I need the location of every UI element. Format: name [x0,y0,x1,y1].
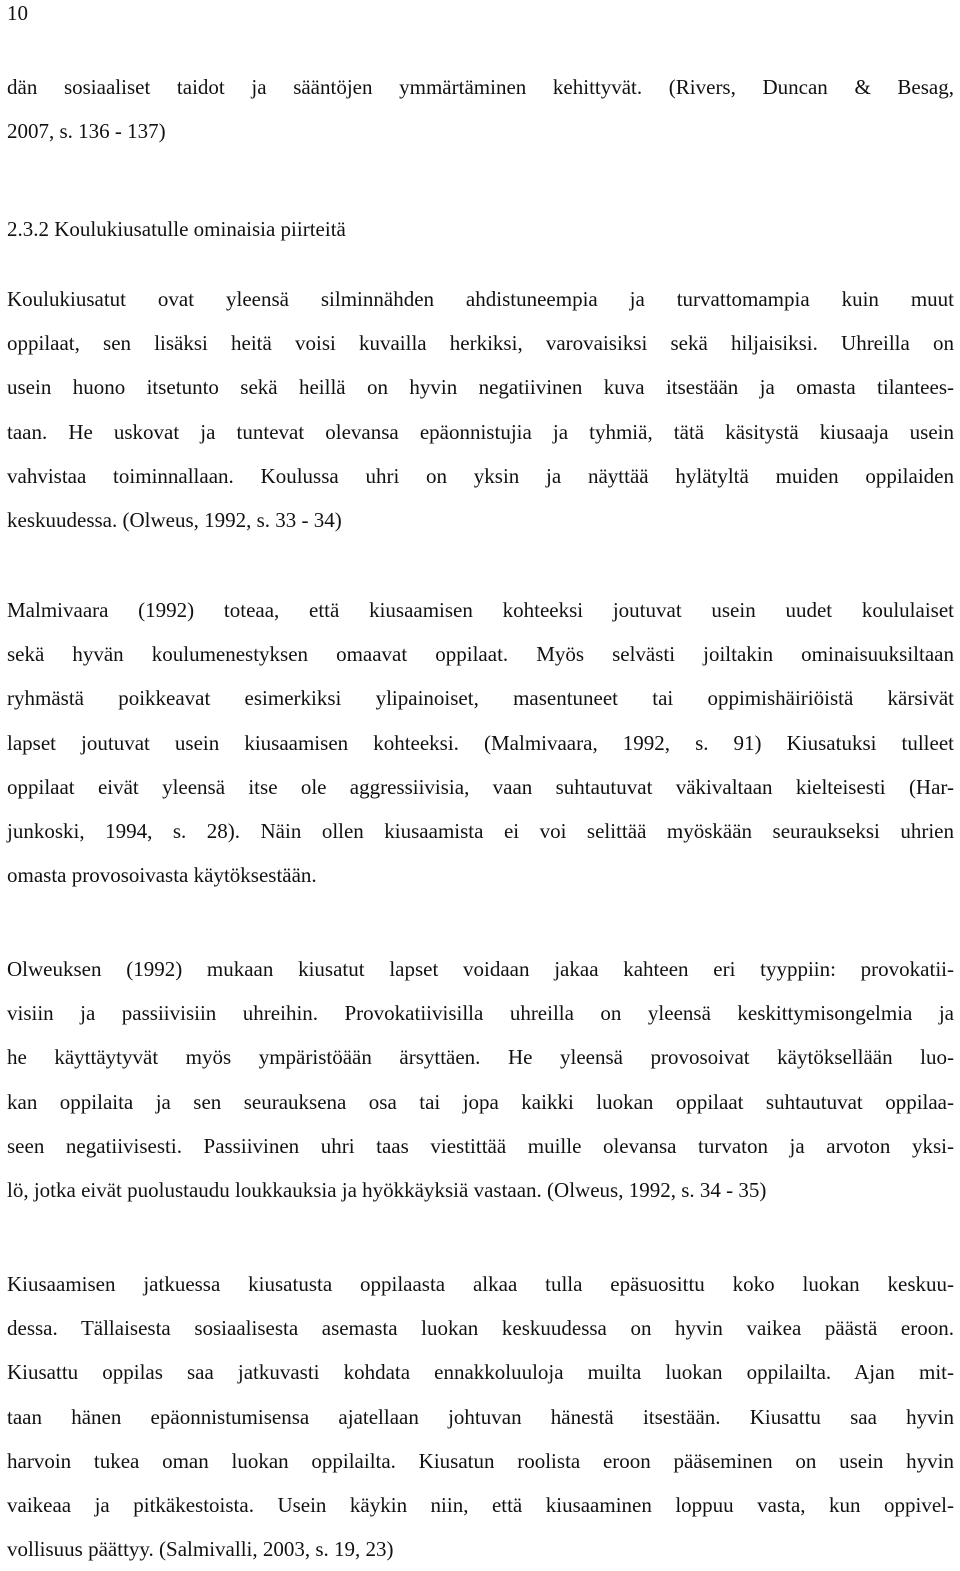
text-line: dän sosiaaliset taidot ja sääntöjen ymmärtäminen kehittyvät. (Rivers, Duncan & Besag, [7,75,954,99]
text-line: keskuudessa. (Olweus, 1992, s. 33 - 34) [7,507,342,532]
text-line: ryhmästä poikkeavat esimerkiksi ylipainoiset, masentuneet tai oppimishäiriöistä kärsivät [7,686,954,711]
text-line: lö, jotka eivät puolustaudu loukkauksia ja hyökkäyksiä vastaan. (Olweus, 1992, s. 34 - 35) [7,1177,767,1202]
text-line: oppilaat eivät yleensä itse ole aggressiivisia, vaan suhtautuvat väkivaltaan kielteisesti (Har- [7,774,954,799]
text-line: Malmivaara (1992) toteaa, että kiusaamisen kohteeksi joutuvat usein uudet koululaiset [7,598,954,622]
text-line: Kiusattu oppilas saa jatkuvasti kohdata ennakkoluuloja muilta luokan oppilailta. Ajan mit- [7,1360,954,1385]
text-line: 2007, s. 136 - 137) [7,119,166,144]
text-line: lapset joutuvat usein kiusaamisen kohteeksi. (Malmivaara, 1992, s. 91) Kiusatuksi tulleet [7,730,954,755]
text-line: junkoski, 1994, s. 28). Näin ollen kiusaamista ei voi selittää myöskään seuraukseksi uhrien [7,818,954,843]
text-line: taan hänen epäonnistumisensa ajatellaan johtuvan hänestä itsestään. Kiusattu saa hyvin [7,1404,954,1429]
text-line: sekä hyvän koulumenestyksen omaavat oppilaat. Myös selvästi joiltakin ominaisuuksiltaan [7,642,954,667]
text-line: vaikeaa ja pitkäkestoista. Usein käykin niin, että kiusaaminen loppuu vasta, kun oppivel- [7,1492,954,1517]
text-line: Kiusaamisen jatkuessa kiusatusta oppilaasta alkaa tulla epäsuosittu koko luokan keskuu- [7,1272,954,1296]
text-line: he käyttäytyvät myös ympäristöään ärsyttäen. He yleensä provosoivat käytöksellään luo- [7,1045,954,1070]
text-line: oppilaat, sen lisäksi heitä voisi kuvailla herkiksi, varovaisiksi sekä hiljaisiksi. Uhreilla on [7,331,954,356]
page-number: 10 [7,1,28,25]
paragraph-2 [7,588,954,897]
paragraph-3 [7,947,954,1212]
section-heading: 2.3.2 Koulukiusatulle ominaisia piirteitä [7,217,346,241]
text-line: harvoin tukea oman luokan oppilailta. Kiusatun roolista eroon pääseminen on usein hyvin [7,1448,954,1473]
paragraph-4 [7,1262,954,1571]
paragraph-0 [7,65,954,153]
text-line: omasta provosoivasta käytöksestään. [7,863,317,888]
text-line: vahvistaa toiminnallaan. Koulussa uhri on yksin ja näyttää hylätyltä muiden oppilaiden [7,463,954,488]
text-line: visiin ja passiivisiin uhreihin. Provokatiivisilla uhreilla on yleensä keskittymisongelmia ja [7,1001,954,1026]
paragraph-1 [7,277,954,542]
text-line: seen negatiivisesti. Passiivinen uhri taas viestittää muille olevansa turvaton ja arvoton yksi- [7,1133,954,1158]
text-line: kan oppilaita ja sen seurauksena osa tai jopa kaikki luokan oppilaat suhtautuvat oppilaa- [7,1089,954,1114]
text-line: Koulukiusatut ovat yleensä silminnähden ahdistuneempia ja turvattomampia kuin muut [7,287,954,311]
text-line: usein huono itsetunto sekä heillä on hyvin negatiivinen kuva itsestään ja omasta tilantees- [7,375,954,400]
text-line: Olweuksen (1992) mukaan kiusatut lapset voidaan jakaa kahteen eri tyyppiin: provokatii- [7,957,954,981]
text-line: dessa. Tällaisesta sosiaalisesta asemasta luokan keskuudessa on hyvin vaikea päästä eroon. [7,1316,954,1341]
text-line: taan. He uskovat ja tuntevat olevansa epäonnistujia ja tyhmiä, tätä käsitystä kiusaaja usein [7,419,954,444]
text-line: vollisuus päättyy. (Salmivalli, 2003, s. 19, 23) [7,1537,394,1562]
